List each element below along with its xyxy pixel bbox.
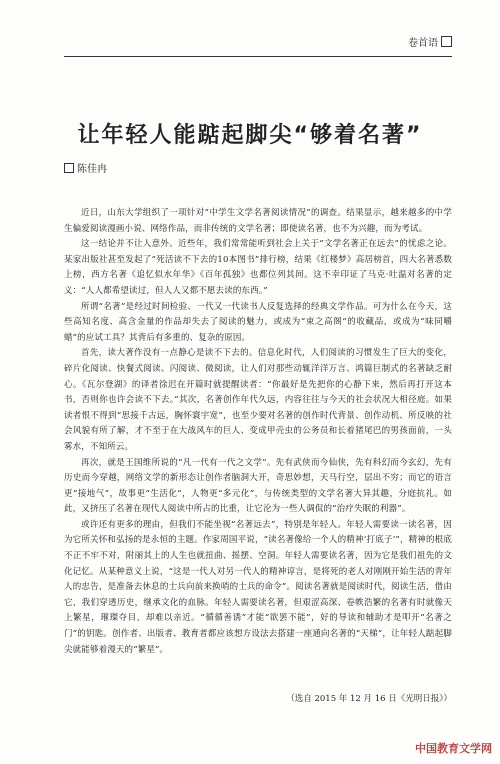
paragraph: 或许还有更多的理由，但我们不能坐视“名著远去”，特别是年轻人。年轻人需要读一读名著，因为它所关怀和弘扬的是永恒的主题。作家周国平说，“读名著像给一个人的精神‘打底子’”，精神的根底不正不牢不对，附丽其上的人生也就扭曲、摇摆、空洞。年轻人需要读名著，因为它是我们祖先的文化记忆。从某种意义上说，“这是一代人对另一代人的精神谆言，是将死的老人对刚刚开始生活的青年人的忠告，是准备去休息的士兵向前来换哨的士兵的命令”。阅读名著就是阅读时代，阅读生活，借由它，我们穿透历史，继承文化的血脉。年轻人需要读名著，但艰涩高深、卷帙浩繁的名著有时就像天上繁星，璀璨夺目，却难以亲近。“循循善诱”才能“欲罢不能”，好的导读和辅助才是叩开“名著之门”的钥匙。创作者、出版者、教育者都应该想方设法去搭建一座通向名著的“天梯”，让年轻人踮起脚尖就能够着漫天的“繁星”。 <box>64 519 452 655</box>
article-title: 让年轻人能踮起脚尖“够着名著” <box>77 123 423 148</box>
header-rule <box>64 56 452 57</box>
paragraph: 所谓“名著”是经过时间检验、一代又一代读书人反复选择的经典文学作品。可为什么在今天，这些高知名度、高含金量的作品却失去了阅读的魅力，或成为“束之高阁”的收藏品，或成为“味同嚼蜡”的应试工具？其背后有多重的、复杂的原因。 <box>64 301 452 343</box>
author-name: 陈佳冉 <box>77 164 107 175</box>
source-citation: （选自 2015 年 12 月 16 日《光明日报》） <box>286 694 452 704</box>
site-watermark: 中国教育文学网 <box>415 742 492 755</box>
square-icon <box>64 163 74 173</box>
square-icon <box>441 36 452 47</box>
author-line <box>64 160 107 175</box>
column-label: 卷首语 <box>408 38 438 49</box>
column-header <box>408 34 452 49</box>
paragraph: 首先，读大著作没有一点静心是读不下去的。信息化时代，人们阅读的习惯发生了巨大的变化，碎片化阅读、快餐式阅读、闪阅读、微阅读，让人们对那些动辄洋洋万言、鸿篇巨制式的名著缺乏耐心。《瓦尔登湖》的译者徐迟在开篇时就提醒读者：“你最好是先把你的心静下来，然后再打开这本书，否则你也许会读不下去。”其次，名著创作年代久远，内容往往与今天的社会状况大相径庭。如果读者恨不得到“思接千古远，胸怀寰宇宽”，也至少要对名著的创作时代背景、创作动机、所反映的社会风貌有所了解，才不至于在大战风车的巨人、变成甲壳虫的公务员和长着猪尾巴的男孩面前，一头雾水，不知所云。 <box>64 348 452 452</box>
paragraph: 近日，山东大学组织了一项针对“中学生文学名著阅读情况”的调查。结果显示，越来越多的中学生偏爱阅读漫画小说、网络作品，而非传统的文学名著；即使读名著，也不为兴趣，而为考试。 <box>64 208 452 234</box>
paragraph: 再次，就是王国维所说的“凡一代有一代之文学”。先有武侠而今仙侠，先有科幻而今玄幻，先有历史而今穿越，网络文学的新形态让创作者脑洞大开，奇思妙想，天马行空，层出不穷；而它的语言更“接地气”，故事更“生活化”，人物更“多元化”，与传统类型的文学名著大异其趣，分庭抗礼。如此，又挤压了名著在现代人阅读中所占的比重，让它沦为一些人调侃的“治疗失眠的利器”。 <box>64 457 452 515</box>
paragraph: 这一结论并不让人意外。近些年，我们常常能听到社会上关于“文学名著正在远去”的忧虑之论。某家出版社甚至发起了“死活读不下去的10本图书”排行榜，结果《红楼梦》高居榜首，四大名著悉数上榜，西方名著《追忆似水年华》《百年孤独》也都位列其间。这不幸印证了马克·吐温对名著的定义：“人人都希望读过，但人人又都不愿去读的东西。” <box>64 239 452 296</box>
article-body <box>64 206 452 658</box>
